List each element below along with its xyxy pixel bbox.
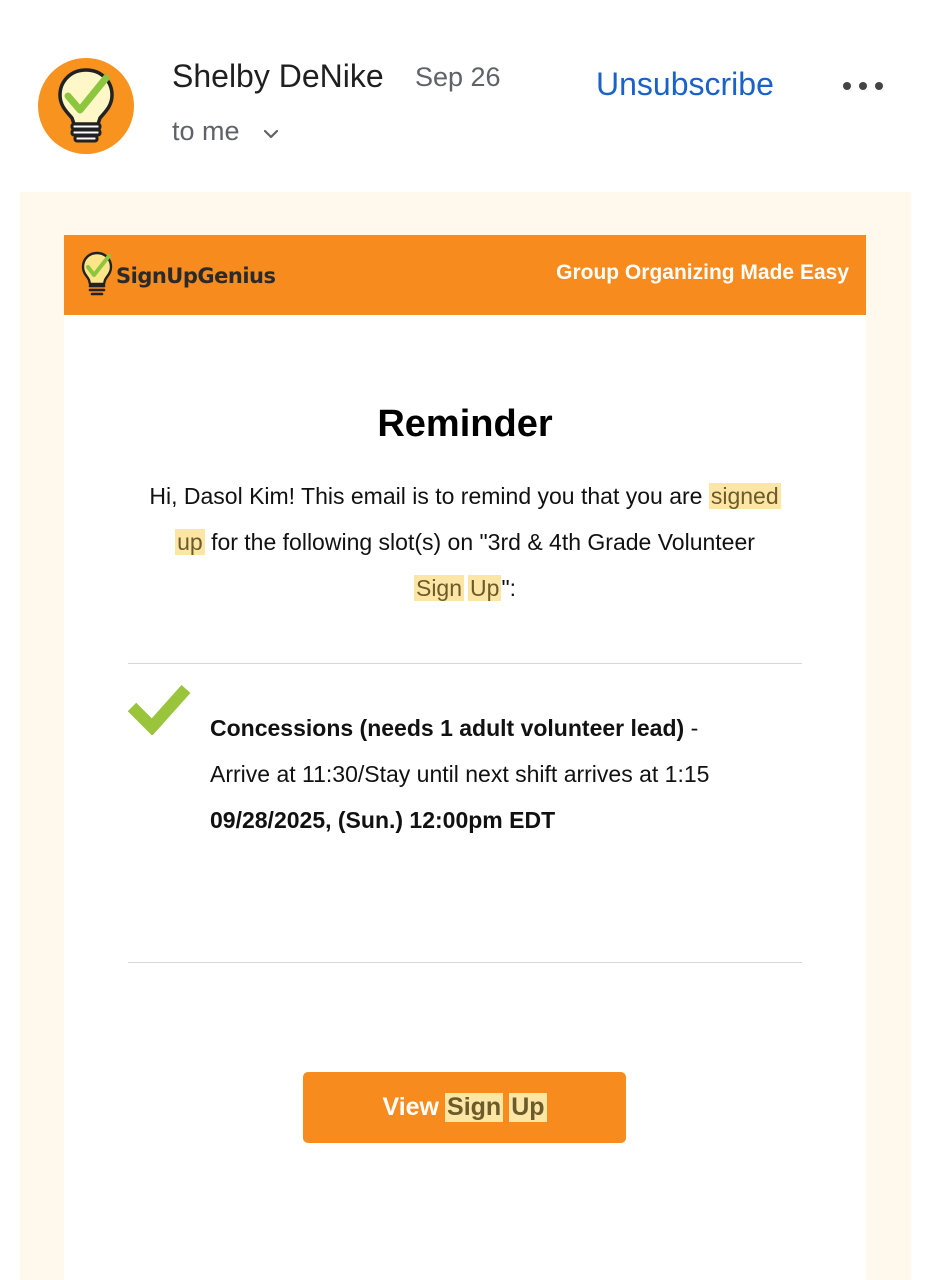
sender-avatar[interactable] bbox=[38, 58, 134, 154]
brand-tagline: Group Organizing Made Easy bbox=[556, 261, 849, 284]
intro-text-2: for the following slot(s) on "3rd & 4th Grade Volunteer bbox=[211, 529, 755, 555]
slot-title: Concessions (needs 1 adult volunteer lead) bbox=[210, 715, 685, 741]
highlight-sign: Sign bbox=[415, 575, 463, 601]
email-title: Reminder bbox=[377, 403, 553, 445]
more-horiz-icon bbox=[841, 81, 885, 91]
slot-datetime: 09/28/2025, (Sun.) 12:00pm EDT bbox=[210, 807, 556, 833]
signupgenius-logo[interactable] bbox=[80, 249, 275, 299]
slot-separator: - bbox=[690, 715, 699, 741]
checkmark-icon bbox=[128, 683, 192, 735]
more-options-button[interactable] bbox=[836, 70, 890, 102]
view-signup-prefix: View bbox=[382, 1093, 440, 1121]
slot-title-line bbox=[210, 705, 810, 751]
email-card bbox=[64, 235, 866, 1280]
reminder-intro bbox=[144, 473, 786, 611]
view-signup-button[interactable] bbox=[303, 1072, 626, 1143]
lightbulb-check-icon bbox=[54, 66, 118, 146]
highlight-up-2: Up bbox=[470, 575, 500, 601]
logo-text: SignUpGenius bbox=[116, 264, 276, 288]
slot-note: Arrive at 11:30/Stay until next shift arrives at 1:15 bbox=[210, 761, 710, 787]
highlight-up: up bbox=[177, 529, 203, 555]
intro-text-1: Hi, Dasol Kim! This email is to remind you that you are bbox=[149, 483, 703, 509]
recipient-toggle[interactable] bbox=[172, 116, 280, 147]
brand-banner bbox=[64, 235, 866, 315]
divider-bottom bbox=[128, 962, 802, 963]
view-signup-hl-sign: Sign bbox=[447, 1093, 502, 1121]
view-signup-hl-up: Up bbox=[511, 1093, 545, 1121]
unsubscribe-link[interactable]: Unsubscribe bbox=[596, 66, 774, 102]
logo-lightbulb-icon bbox=[80, 250, 114, 298]
sender-name[interactable]: Shelby DeNike bbox=[172, 58, 384, 94]
intro-text-3: ": bbox=[501, 575, 516, 601]
email-date: Sep 26 bbox=[415, 62, 501, 92]
highlight-signed: signed bbox=[710, 483, 779, 509]
chevron-down-icon bbox=[262, 128, 280, 140]
recipient-label: to me bbox=[172, 116, 240, 146]
slot-details bbox=[210, 705, 810, 843]
divider-top bbox=[128, 663, 802, 664]
